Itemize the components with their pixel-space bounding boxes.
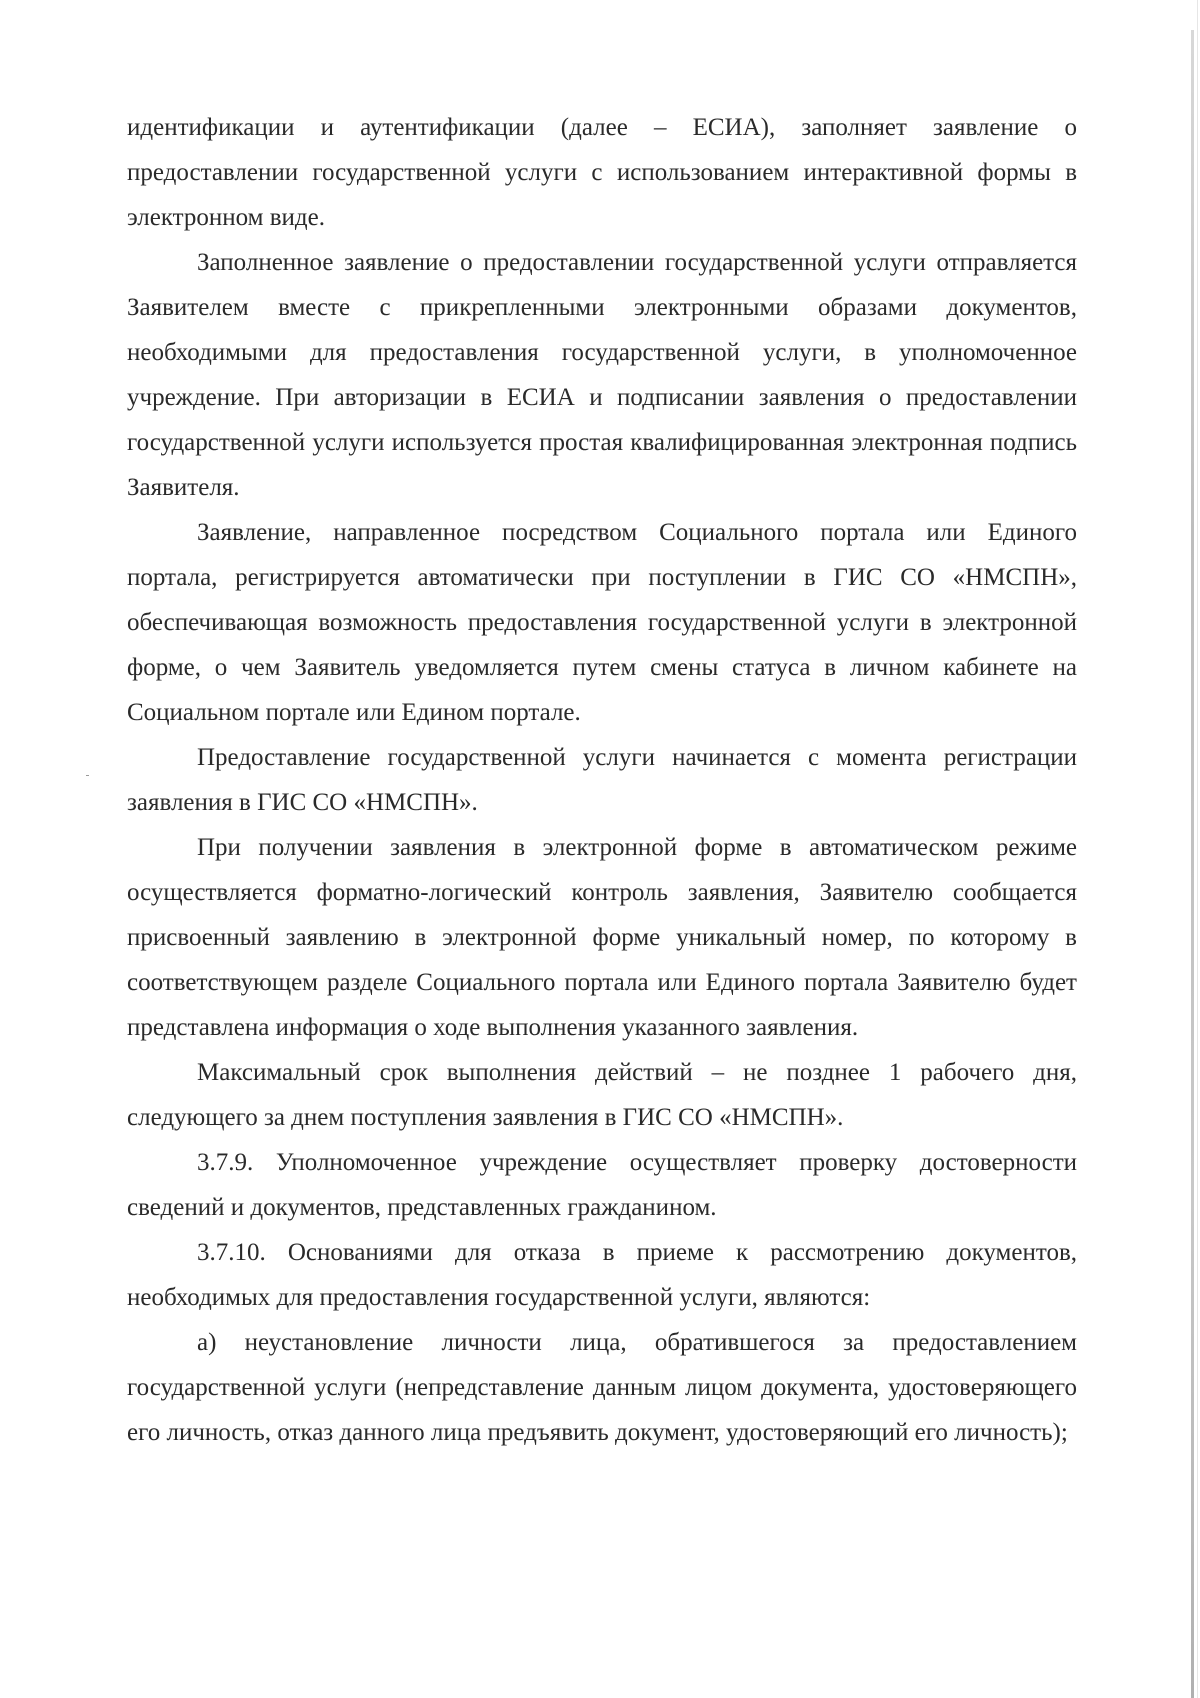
paragraph-service-start: Предоставление государственной услуги начинается с момента регистрации заявления в ГИС СО «НМСПН». [127, 744, 1077, 816]
paragraph-3-7-9: 3.7.9. Уполномоченное учреждение осуществляет проверку достоверности сведений и документов, представленных гражданином. [127, 1149, 1077, 1221]
scan-edge-shadow [1191, 30, 1194, 1698]
paragraph-continuation-esia: идентификации и аутентификации (далее – ЕСИА), заполняет заявление о предоставлении государственной услуги с использованием интерактивной формы в электронном виде. [127, 114, 1077, 231]
paragraph-application-registration: Заявление, направленное посредством Социального портала или Единого портала, регистрируется автоматически при поступлении в ГИС СО «НМСПН», обеспечивающая возможность предоставления государственной услуги в электронной форме, о чем Заявитель уведомляется путем смены статуса в личном кабинете на Социальном портале или Едином портале. [127, 519, 1077, 726]
paragraph-3-7-10: 3.7.10. Основаниями для отказа в приеме к рассмотрению документов, необходимых для предоставления государственной услуги, являются: [127, 1239, 1077, 1311]
paragraph-item-a: а) неустановление личности лица, обратившегося за предоставлением государственной услуги (непредставление данным лицом документа, удостоверяющего его личность, отказ данного лица предъявить документ, удостоверяющий его личность); [127, 1329, 1077, 1446]
paragraph-format-logical-control: При получении заявления в электронной форме в автоматическом режиме осуществляется форматно-логический контроль заявления, Заявителю сообщается присвоенный заявлению в электронной форме уникальный номер, по которому в соответствующем разделе Социального портала или Единого портала Заявителю будет представлена информация о ходе выполнения указанного заявления. [127, 834, 1077, 1041]
paragraph-maximum-term: Максимальный срок выполнения действий – не позднее 1 рабочего дня, следующего за днем поступления заявления в ГИС СО «НМСПН». [127, 1059, 1077, 1131]
scan-edge-line [1197, 0, 1198, 1698]
margin-mark [86, 775, 89, 776]
document-body [127, 105, 1077, 1455]
paragraph-filled-application: Заполненное заявление о предоставлении государственной услуги отправляется Заявителем вместе с прикрепленными электронными образами документов, необходимыми для предоставления государственной услуги, в уполномоченное учреждение. При авторизации в ЕСИА и подписании заявления о предоставлении государственной услуги используется простая квалифицированная электронная подпись Заявителя. [127, 249, 1077, 501]
